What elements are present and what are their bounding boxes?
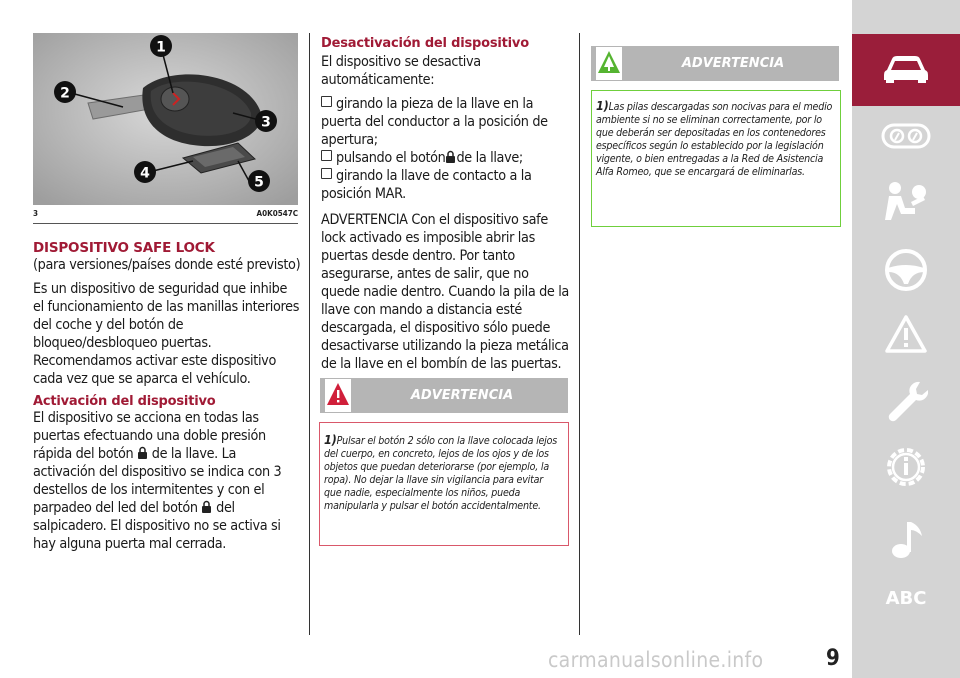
environment-tree-icon [596, 47, 622, 80]
callout-number: 2 [60, 85, 70, 102]
intro-paragraph: Es un dispositivo de seguridad que inhibe el funcionamiento de las manillas interiores del coche y del botón de bloqueo/desbloqueo puertas. Recomendamos activar este dispositivo cada vez que se aparca el vehículo. [33, 281, 300, 387]
lock-icon [138, 446, 147, 459]
callout-number: 4 [140, 165, 150, 182]
column-left [33, 240, 301, 553]
info-gear-icon[interactable] [852, 444, 960, 494]
availability-note: (para versiones/países donde esté previsto) [33, 257, 301, 273]
activation-text [33, 409, 301, 553]
column-divider-2 [579, 33, 580, 635]
warning-box-1-title: ADVERTENCIA [410, 388, 514, 403]
callout-number: 1 [156, 39, 166, 56]
lock-icon [446, 150, 455, 163]
page-number: 9 [826, 646, 840, 671]
warning-box-2 [591, 90, 841, 227]
warning-box-2-title: ADVERTENCIA [681, 56, 785, 71]
watermark: carmanualsonline.info [548, 648, 764, 672]
deactivation-intro: El dispositivo se desactiva automáticamente: [321, 54, 481, 88]
warning-box-2-text: 1)Las pilas descargadas son nocivas para el medio ambiente si no se eliminan correctamente, por lo que deberán ser depositadas en los contenedores específicos según lo establecido por la legislación vigente, o bien entregadas a la Red de Asistencia Alfa Romeo, que se encargará de eliminarlas. [596, 98, 833, 178]
deactivation-text [321, 53, 569, 373]
column-divider-1 [309, 33, 310, 635]
activation-heading: Activación del dispositivo [33, 394, 216, 409]
activation-text-c: del salpicadero. El dispositivo no se activa si hay alguna puerta mal cerrada. [33, 500, 281, 552]
key-photo [33, 33, 298, 205]
lock-icon [202, 500, 211, 513]
car-icon[interactable] [852, 52, 960, 88]
checkbox-bullet-icon [321, 168, 332, 179]
wrench-icon[interactable] [852, 378, 960, 428]
caption-rule [33, 223, 298, 224]
warning-icon[interactable] [852, 314, 960, 358]
activation-text-a: El dispositivo se acciona en todas las puertas efectuando una doble presión rápida del botón [33, 410, 266, 462]
activation-text-b: de la llave. La activación del dispositivo se indica con 3 destellos de los intermitentes y con el parpadeo del led del botón [33, 446, 282, 516]
deactivation-heading: Desactivación del dispositivo [321, 36, 529, 51]
bullet-item: girando la pieza de la llave en la puerta del conductor a la posición de apertura; [321, 96, 548, 148]
warning-box-1-header [320, 378, 568, 413]
column-middle [321, 36, 569, 379]
deactivation-warning-paragraph: ADVERTENCIA Con el dispositivo safe lock activado es imposible abrir las puertas desde dentro. Por tanto asegurarse, antes de salir, que no quede nadie dentro. Cuando la pila de la llave con mando a distancia esté descargada, el dispositivo sólo puede desactivarse utilizando la pieza metálica de la llave en el bombín de las puertas. [321, 212, 569, 372]
figure-code: A0K0547C [256, 209, 298, 218]
abc-index-label[interactable]: ABC [885, 588, 927, 609]
section-title: DISPOSITIVO SAFE LOCK [33, 240, 215, 256]
warning-box-1 [319, 422, 569, 546]
callout-number: 5 [254, 174, 264, 191]
bullet-item: girando la llave de contacto a la posición MAR. [321, 168, 532, 202]
danger-icon [325, 379, 351, 412]
bullet-item: pulsando el botón de la llave; [321, 149, 569, 167]
steering-wheel-icon[interactable] [852, 248, 960, 296]
figure-number: 3 [33, 209, 39, 218]
warning-box-2-header [591, 46, 839, 81]
checkbox-bullet-icon [321, 150, 332, 161]
warning-box-1-text: 1)Pulsar el botón 2 sólo con la llave colocada lejos del cuerpo, en concreto, lejos de los ojos y de los objetos que puedan deteriorarse (por ejemplo, la ropa). No dejar la llave sin vigilancia para evitar que nadie, especialmente los niños, pueda manipularla y pulsar el botón accidentalmente. [324, 432, 558, 512]
airbag-icon[interactable] [852, 180, 960, 226]
music-note-icon[interactable] [852, 518, 960, 564]
callout-number: 3 [261, 114, 271, 131]
intro-text-block [33, 256, 301, 388]
figure-caption [33, 209, 298, 218]
dashboard-icon[interactable] [852, 122, 960, 154]
checkbox-bullet-icon [321, 96, 332, 107]
